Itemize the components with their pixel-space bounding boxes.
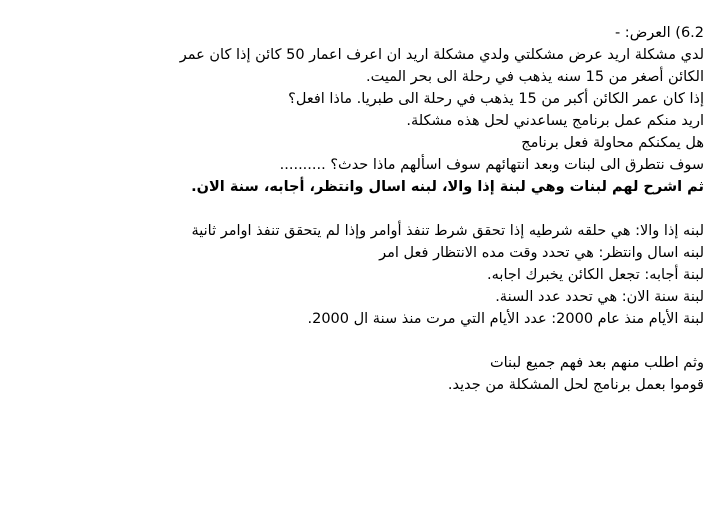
definition-answer: لبنة أجابه: تجعل الكائن يخبرك اجابه. [487, 267, 704, 283]
problem-line-2: الكائن أصغر من 15 سنه يذهب في رحلة الى بحر الميت. [365, 69, 704, 85]
paragraph-spacer [14, 330, 704, 352]
problem-line-1: لدي مشكلة اريد عرض مشكلتي ولدي مشكلة اريد ان اعرف اعمار 50 كائن إذا كان عمر [179, 47, 704, 63]
problem-line-7: ثم اشرح لهم لبنات وهي لبنة إذا والا، لبنه اسال وانتظر، أجابه، سنة الان. [191, 179, 704, 195]
definition-current-year: لبنة سنة الان: هي تحدد عدد السنة. [495, 289, 704, 305]
paragraph-spacer [14, 198, 704, 220]
definition-if-else: لبنه إذا والا: هي حلقه شرطيه إذا تحقق شرط تنفذ أوامر وإذا لم يتحقق تنفذ اوامر ثانية [191, 223, 704, 239]
problem-line-5: هل يمكنكم محاولة فعل برنامج [521, 135, 704, 151]
problem-line-4: اريد منكم عمل برنامج يساعدني لحل هذه مشكلة. [406, 113, 704, 129]
closing-line-2: قوموا بعمل برنامج لحل المشكلة من جديد. [447, 377, 704, 393]
definition-ask-wait: لبنه اسال وانتظر: هي تحدد وقت مده الانتظار فعل امر [379, 245, 704, 261]
slide-content [14, 22, 704, 396]
definition-days-since-2000: لبنة الأيام منذ عام 2000: عدد الأيام التي مرت منذ سنة ال 2000. [307, 311, 704, 327]
problem-line-6: سوف نتطرق الى لبنات وبعد انتهائهم سوف اسألهم ماذا حدث؟ .......... [279, 157, 704, 173]
slide-heading: 6.2) العرض: - [614, 25, 704, 41]
closing-line-1: وثم اطلب منهم بعد فهم جميع لبنات [489, 355, 704, 371]
problem-line-3: إذا كان عمر الكائن أكبر من 15 يذهب في رحلة الى طبريا. ماذا افعل؟ [288, 91, 704, 107]
